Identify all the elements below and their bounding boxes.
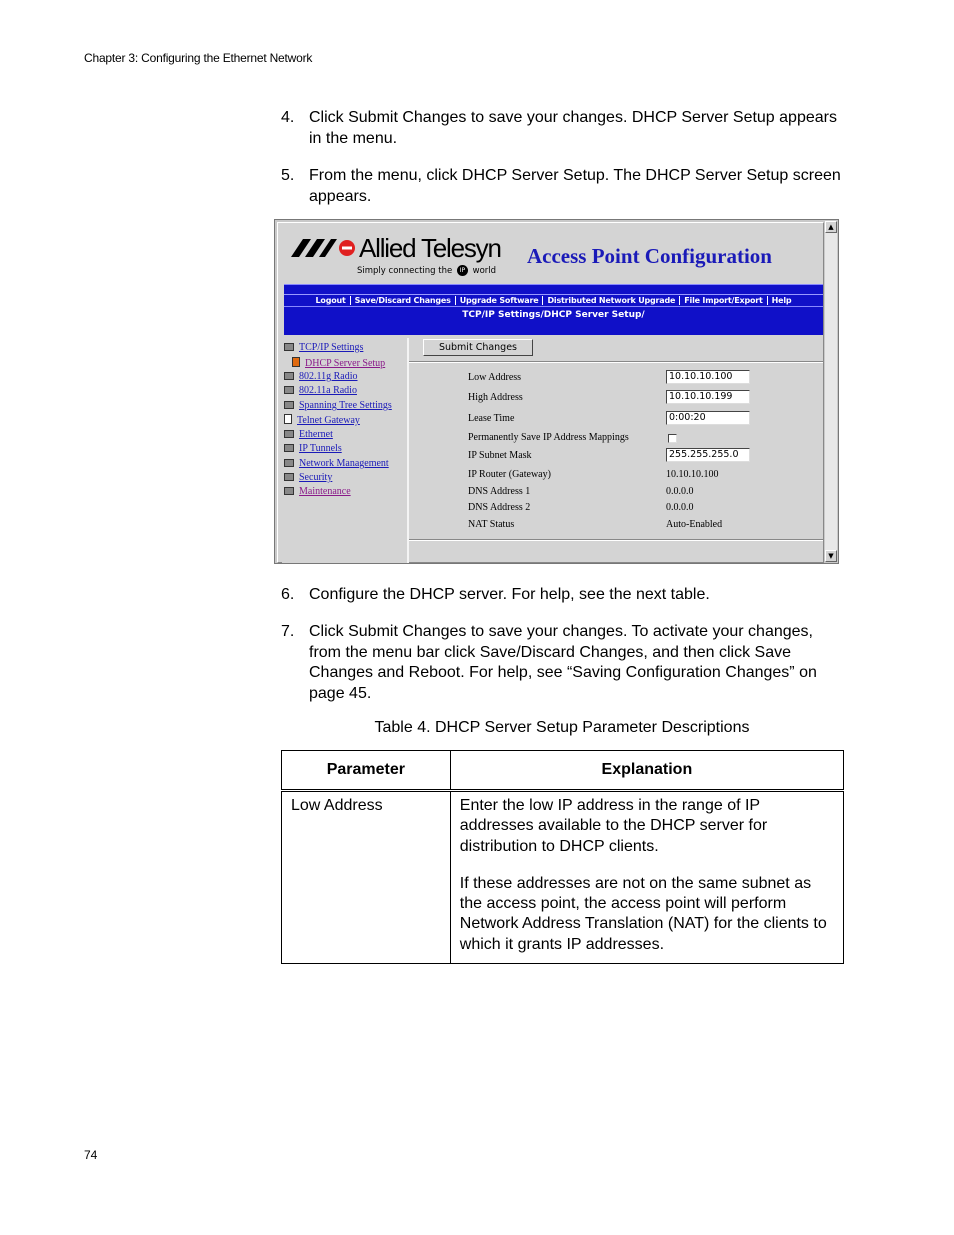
sidebar-item-network-management[interactable] bbox=[284, 458, 389, 469]
folder-icon bbox=[284, 473, 294, 481]
step-number: 4. bbox=[281, 109, 295, 126]
low-address-input[interactable]: 10.10.10.100 bbox=[666, 370, 750, 384]
sidebar-item-label: Network Management bbox=[299, 458, 389, 469]
logo-banner bbox=[281, 229, 821, 279]
router-value: 10.10.10.100 bbox=[666, 469, 719, 480]
tagline-start: Simply connecting the bbox=[357, 266, 453, 276]
folder-icon bbox=[284, 459, 294, 467]
parameter-cell: Low Address bbox=[282, 791, 451, 964]
menu-link-file-import-export[interactable]: File Import/Export bbox=[680, 296, 767, 305]
sidebar-item-label: Spanning Tree Settings bbox=[299, 400, 392, 411]
subnet-mask-label: IP Subnet Mask bbox=[468, 450, 532, 461]
dns1-value: 0.0.0.0 bbox=[666, 486, 694, 497]
browser-content bbox=[277, 222, 824, 563]
menu-link-distributed-network-upgrade[interactable]: Distributed Network Upgrade bbox=[543, 296, 680, 305]
submit-changes-button[interactable]: Submit Changes bbox=[423, 339, 533, 356]
column-header-explanation: Explanation bbox=[450, 751, 843, 791]
menu-link-logout[interactable]: Logout bbox=[312, 296, 351, 305]
step-text: Configure the DHCP server. For help, see the next table. bbox=[309, 586, 710, 603]
menu-link-help[interactable]: Help bbox=[771, 296, 792, 305]
logo-text: Allied Telesyn bbox=[359, 233, 501, 263]
router-label: IP Router (Gateway) bbox=[468, 469, 551, 480]
sidebar-item-label: Ethernet bbox=[299, 429, 333, 440]
app-title: Access Point Configuration bbox=[527, 244, 772, 268]
breadcrumb: TCP/IP Settings/DHCP Server Setup/ bbox=[462, 310, 645, 320]
folder-icon bbox=[284, 444, 294, 452]
step-text: Click Submit Changes to save your changes. DHCP Server Setup appears in the menu. bbox=[309, 109, 837, 147]
lease-time-input[interactable]: 0:00:20 bbox=[666, 411, 750, 425]
menu-link-upgrade-software[interactable]: Upgrade Software bbox=[456, 296, 544, 305]
dns2-value: 0.0.0.0 bbox=[666, 502, 694, 513]
explanation-paragraph: Enter the low IP address in the range of IP addresses available to the DHCP server for distribution to DHCP clients. bbox=[459, 797, 768, 855]
dns2-label: DNS Address 2 bbox=[468, 502, 531, 513]
scroll-down-icon[interactable]: ▼ bbox=[825, 550, 837, 562]
high-address-input[interactable]: 10.10.10.199 bbox=[666, 390, 750, 404]
step-number: 5. bbox=[281, 167, 295, 184]
scroll-up-icon[interactable]: ▲ bbox=[825, 221, 837, 233]
logo-tagline bbox=[357, 265, 496, 276]
step-6 bbox=[281, 585, 841, 606]
sidebar-item-tcp-ip-settings[interactable] bbox=[284, 342, 363, 353]
column-header-parameter: Parameter bbox=[282, 751, 451, 791]
parameter-table bbox=[281, 750, 844, 964]
sidebar-item-telnet-gateway[interactable] bbox=[284, 414, 360, 426]
step-number: 7. bbox=[281, 623, 295, 640]
folder-icon bbox=[284, 401, 294, 409]
step-5 bbox=[281, 166, 841, 207]
sidebar-nav bbox=[282, 338, 409, 563]
explanation-paragraph: If these addresses are not on the same subnet as the access point, the access point will perform Network Address Translation (NAT) for the clients to which it grants IP addresses. bbox=[459, 874, 827, 953]
sidebar-item-802-11g-radio[interactable] bbox=[284, 371, 358, 382]
sidebar-item-label: 802.11g Radio bbox=[299, 371, 358, 382]
nat-status-label: NAT Status bbox=[468, 519, 515, 530]
page-number: 74 bbox=[84, 1148, 98, 1162]
menu-links bbox=[284, 294, 823, 306]
main-panel bbox=[409, 338, 823, 563]
nat-status-value: Auto-Enabled bbox=[666, 519, 723, 530]
table-row bbox=[282, 791, 844, 964]
table-header-row bbox=[282, 751, 844, 791]
table-caption: Table 4. DHCP Server Setup Parameter Descriptions bbox=[374, 719, 750, 736]
permanent-mappings-checkbox[interactable] bbox=[668, 434, 677, 443]
explanation-cell bbox=[450, 791, 843, 964]
lease-time-label: Lease Time bbox=[468, 413, 515, 424]
sidebar-item-ip-tunnels[interactable] bbox=[284, 443, 342, 454]
sidebar-item-label: IP Tunnels bbox=[299, 443, 342, 454]
step-number: 6. bbox=[281, 586, 295, 603]
tagline-end: world bbox=[472, 266, 497, 276]
sidebar-item-dhcp-server-setup[interactable] bbox=[292, 357, 385, 369]
step-7 bbox=[281, 622, 841, 704]
chapter-header: Chapter 3: Configuring the Ethernet Network bbox=[84, 51, 313, 65]
sidebar-item-spanning-tree-settings[interactable] bbox=[284, 400, 392, 411]
divider bbox=[409, 539, 823, 541]
menu-bar bbox=[284, 284, 823, 306]
divider bbox=[409, 361, 823, 363]
sidebar-item-label: DHCP Server Setup bbox=[305, 358, 386, 369]
page-icon bbox=[292, 357, 300, 367]
sidebar-item-label: Maintenance bbox=[299, 486, 351, 497]
sidebar-item-label: Telnet Gateway bbox=[297, 415, 360, 426]
permanent-mappings-label: Permanently Save IP Address Mappings bbox=[468, 432, 629, 443]
low-address-label: Low Address bbox=[468, 372, 522, 383]
path-bar bbox=[284, 306, 823, 335]
vertical-scrollbar[interactable] bbox=[825, 221, 837, 562]
step-text: Click Submit Changes to save your changes. To activate your changes, from the menu bar click Save/Discard Changes, and then click Save Changes and Reboot. For help, see “Saving Configuration Changes” on page 45. bbox=[309, 623, 817, 702]
folder-icon bbox=[284, 386, 294, 394]
sidebar-item-802-11a-radio[interactable] bbox=[284, 385, 357, 396]
subnet-mask-input[interactable]: 255.255.255.0 bbox=[666, 448, 750, 462]
allied-telesyn-logo-icon bbox=[291, 237, 357, 259]
step-text: From the menu, click DHCP Server Setup. The DHCP Server Setup screen appears. bbox=[309, 167, 841, 205]
folder-icon bbox=[284, 487, 294, 495]
sidebar-item-label: 802.11a Radio bbox=[299, 385, 357, 396]
folder-icon bbox=[284, 430, 294, 438]
ip-badge-icon: IP bbox=[457, 265, 468, 276]
sidebar-item-label: TCP/IP Settings bbox=[299, 342, 364, 353]
page-icon bbox=[284, 414, 292, 424]
sidebar-item-security[interactable] bbox=[284, 472, 332, 483]
dns1-label: DNS Address 1 bbox=[468, 486, 531, 497]
high-address-label: High Address bbox=[468, 392, 523, 403]
sidebar-item-maintenance[interactable] bbox=[284, 486, 351, 497]
sidebar-item-label: Security bbox=[299, 472, 333, 483]
dhcp-setup-screenshot bbox=[274, 219, 839, 564]
folder-open-icon bbox=[284, 343, 294, 351]
sidebar-item-ethernet[interactable] bbox=[284, 429, 333, 440]
menu-link-save-discard-changes[interactable]: Save/Discard Changes bbox=[351, 296, 456, 305]
folder-icon bbox=[284, 372, 294, 380]
step-4 bbox=[281, 108, 841, 149]
